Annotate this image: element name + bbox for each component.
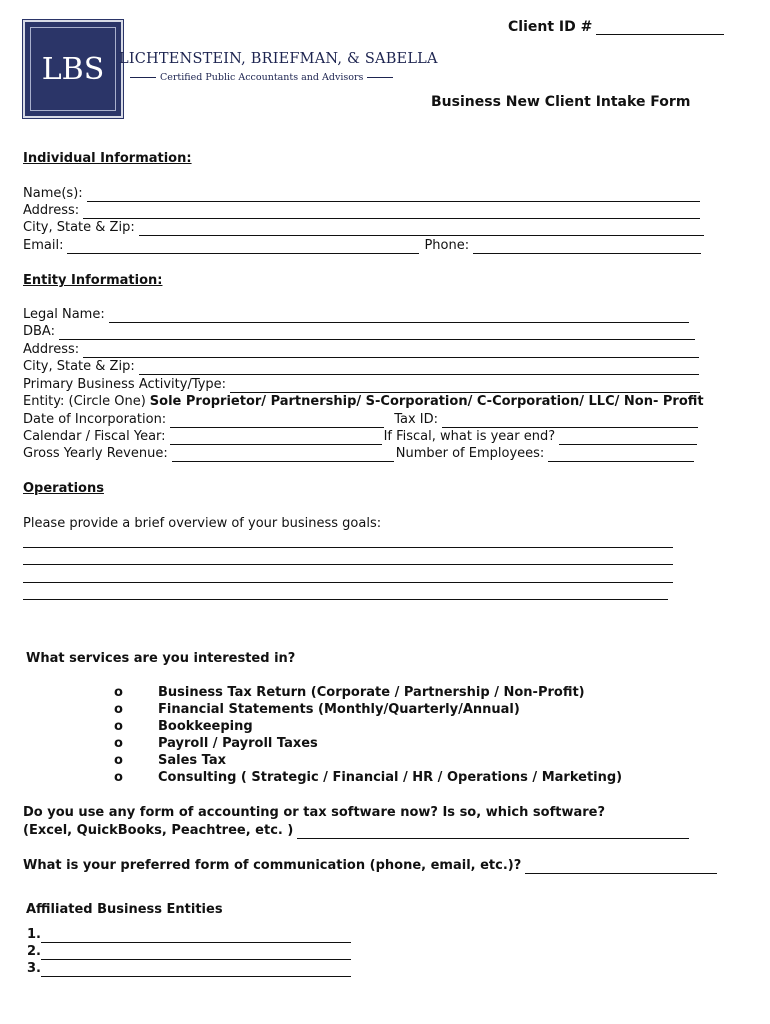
checkbox-bullet[interactable]: o	[114, 685, 123, 700]
affiliated-number: 2.	[27, 944, 41, 959]
checkbox-bullet[interactable]: o	[114, 736, 123, 751]
goals-line[interactable]	[23, 563, 673, 565]
client-id-label: Client ID #	[508, 19, 593, 35]
fiscal-year-row	[23, 428, 697, 445]
service-item: Payroll / Payroll Taxes	[158, 736, 318, 751]
activity-label: Primary Business Activity/Type:	[23, 377, 227, 392]
form-title: Business New Client Intake Form	[431, 94, 691, 110]
service-item: Consulting ( Strategic / Financial / HR / Operations / Marketing)	[158, 770, 623, 785]
checkbox-bullet[interactable]: o	[114, 753, 123, 768]
service-item: Financial Statements (Monthly/Quarterly/Annual)	[158, 702, 520, 717]
fiscal-end-field[interactable]	[559, 431, 697, 445]
names-row	[23, 185, 700, 202]
services-question: What services are you interested in?	[26, 651, 296, 666]
entity-address-label: Address:	[23, 342, 80, 357]
affiliated-heading: Affiliated Business Entities	[26, 902, 223, 917]
dba-label: DBA:	[23, 324, 55, 339]
software-question: Do you use any form of accounting or tax software now? Is so, which software?	[23, 805, 605, 820]
affiliated-row	[27, 926, 351, 943]
legal-name-field[interactable]	[109, 309, 689, 323]
operations-heading: Operations	[23, 481, 104, 496]
incorporation-field[interactable]	[170, 414, 384, 428]
email-row	[23, 237, 701, 254]
affiliated-row	[27, 960, 351, 977]
affiliated-field[interactable]	[41, 929, 351, 943]
dba-row	[23, 323, 695, 340]
fiscal-year-field[interactable]	[170, 431, 382, 445]
tax-id-label: Tax ID:	[394, 412, 438, 427]
revenue-row	[23, 445, 694, 462]
individual-heading: Individual Information:	[23, 151, 192, 166]
firm-tagline-wrap	[130, 72, 393, 83]
goals-prompt	[23, 515, 381, 532]
goals-line[interactable]	[23, 581, 673, 583]
employees-label: Number of Employees:	[395, 446, 545, 461]
entity-type-label: Entity: (Circle One)	[23, 394, 146, 409]
address-row	[23, 202, 700, 219]
entity-address-row	[23, 341, 699, 358]
names-label: Name(s):	[23, 186, 83, 201]
employees-field[interactable]	[548, 448, 694, 462]
communication-field[interactable]	[525, 860, 717, 874]
city-row	[23, 219, 704, 236]
activity-row	[23, 376, 700, 393]
affiliated-field[interactable]	[41, 963, 351, 977]
dba-field[interactable]	[59, 326, 695, 340]
checkbox-bullet[interactable]: o	[114, 702, 123, 717]
city-label: City, State & Zip:	[23, 220, 135, 235]
fiscal-end-label: If Fiscal, what is year end?	[383, 429, 556, 444]
address-label: Address:	[23, 203, 80, 218]
entity-city-row	[23, 358, 699, 375]
legal-name-label: Legal Name:	[23, 307, 105, 322]
firm-tagline: Certified Public Accountants and Advisors	[160, 72, 364, 83]
goals-line[interactable]	[23, 546, 673, 548]
service-item: Business Tax Return (Corporate / Partnership / Non-Profit)	[158, 685, 585, 700]
entity-type-row	[23, 393, 704, 410]
fiscal-year-label: Calendar / Fiscal Year:	[23, 429, 166, 444]
communication-row	[23, 857, 717, 874]
software-row	[23, 822, 689, 839]
affiliated-number: 3.	[27, 961, 41, 976]
email-field[interactable]	[67, 240, 419, 254]
client-id-row	[508, 19, 724, 35]
activity-field[interactable]	[230, 379, 700, 393]
phone-label: Phone:	[424, 238, 470, 253]
names-field[interactable]	[87, 188, 700, 202]
software-field[interactable]	[297, 825, 689, 839]
divider	[367, 77, 393, 78]
divider	[130, 77, 156, 78]
service-item: Bookkeeping	[158, 719, 253, 734]
firm-logo	[23, 20, 123, 118]
affiliated-field[interactable]	[41, 946, 351, 960]
logo-text: LBS	[30, 27, 116, 111]
entity-address-field[interactable]	[83, 344, 699, 358]
goals-line[interactable]	[23, 598, 668, 600]
revenue-label: Gross Yearly Revenue:	[23, 446, 168, 461]
incorporation-row	[23, 411, 698, 428]
city-field[interactable]	[139, 222, 704, 236]
email-label: Email:	[23, 238, 64, 253]
service-item: Sales Tax	[158, 753, 227, 768]
affiliated-number: 1.	[27, 927, 41, 942]
firm-name: LICHTENSTEIN, BRIEFMAN, & SABELLA	[119, 51, 438, 67]
revenue-field[interactable]	[172, 448, 394, 462]
goals-label: Please provide a brief overview of your business goals:	[23, 516, 382, 531]
entity-heading: Entity Information:	[23, 273, 163, 288]
client-id-field[interactable]	[596, 21, 724, 35]
address-field[interactable]	[83, 205, 700, 219]
legal-name-row	[23, 306, 689, 323]
entity-type-options[interactable]: Sole Proprietor/ Partnership/ S-Corporation/ C-Corporation/ LLC/ Non- Profit	[149, 394, 704, 409]
phone-field[interactable]	[473, 240, 701, 254]
incorporation-label: Date of Incorporation:	[23, 412, 167, 427]
checkbox-bullet[interactable]: o	[114, 770, 123, 785]
entity-city-label: City, State & Zip:	[23, 359, 135, 374]
software-examples: (Excel, QuickBooks, Peachtree, etc. )	[23, 823, 294, 838]
communication-question: What is your preferred form of communication (phone, email, etc.)?	[23, 858, 522, 873]
entity-city-field[interactable]	[139, 361, 699, 375]
affiliated-row	[27, 943, 351, 960]
checkbox-bullet[interactable]: o	[114, 719, 123, 734]
tax-id-field[interactable]	[442, 414, 698, 428]
